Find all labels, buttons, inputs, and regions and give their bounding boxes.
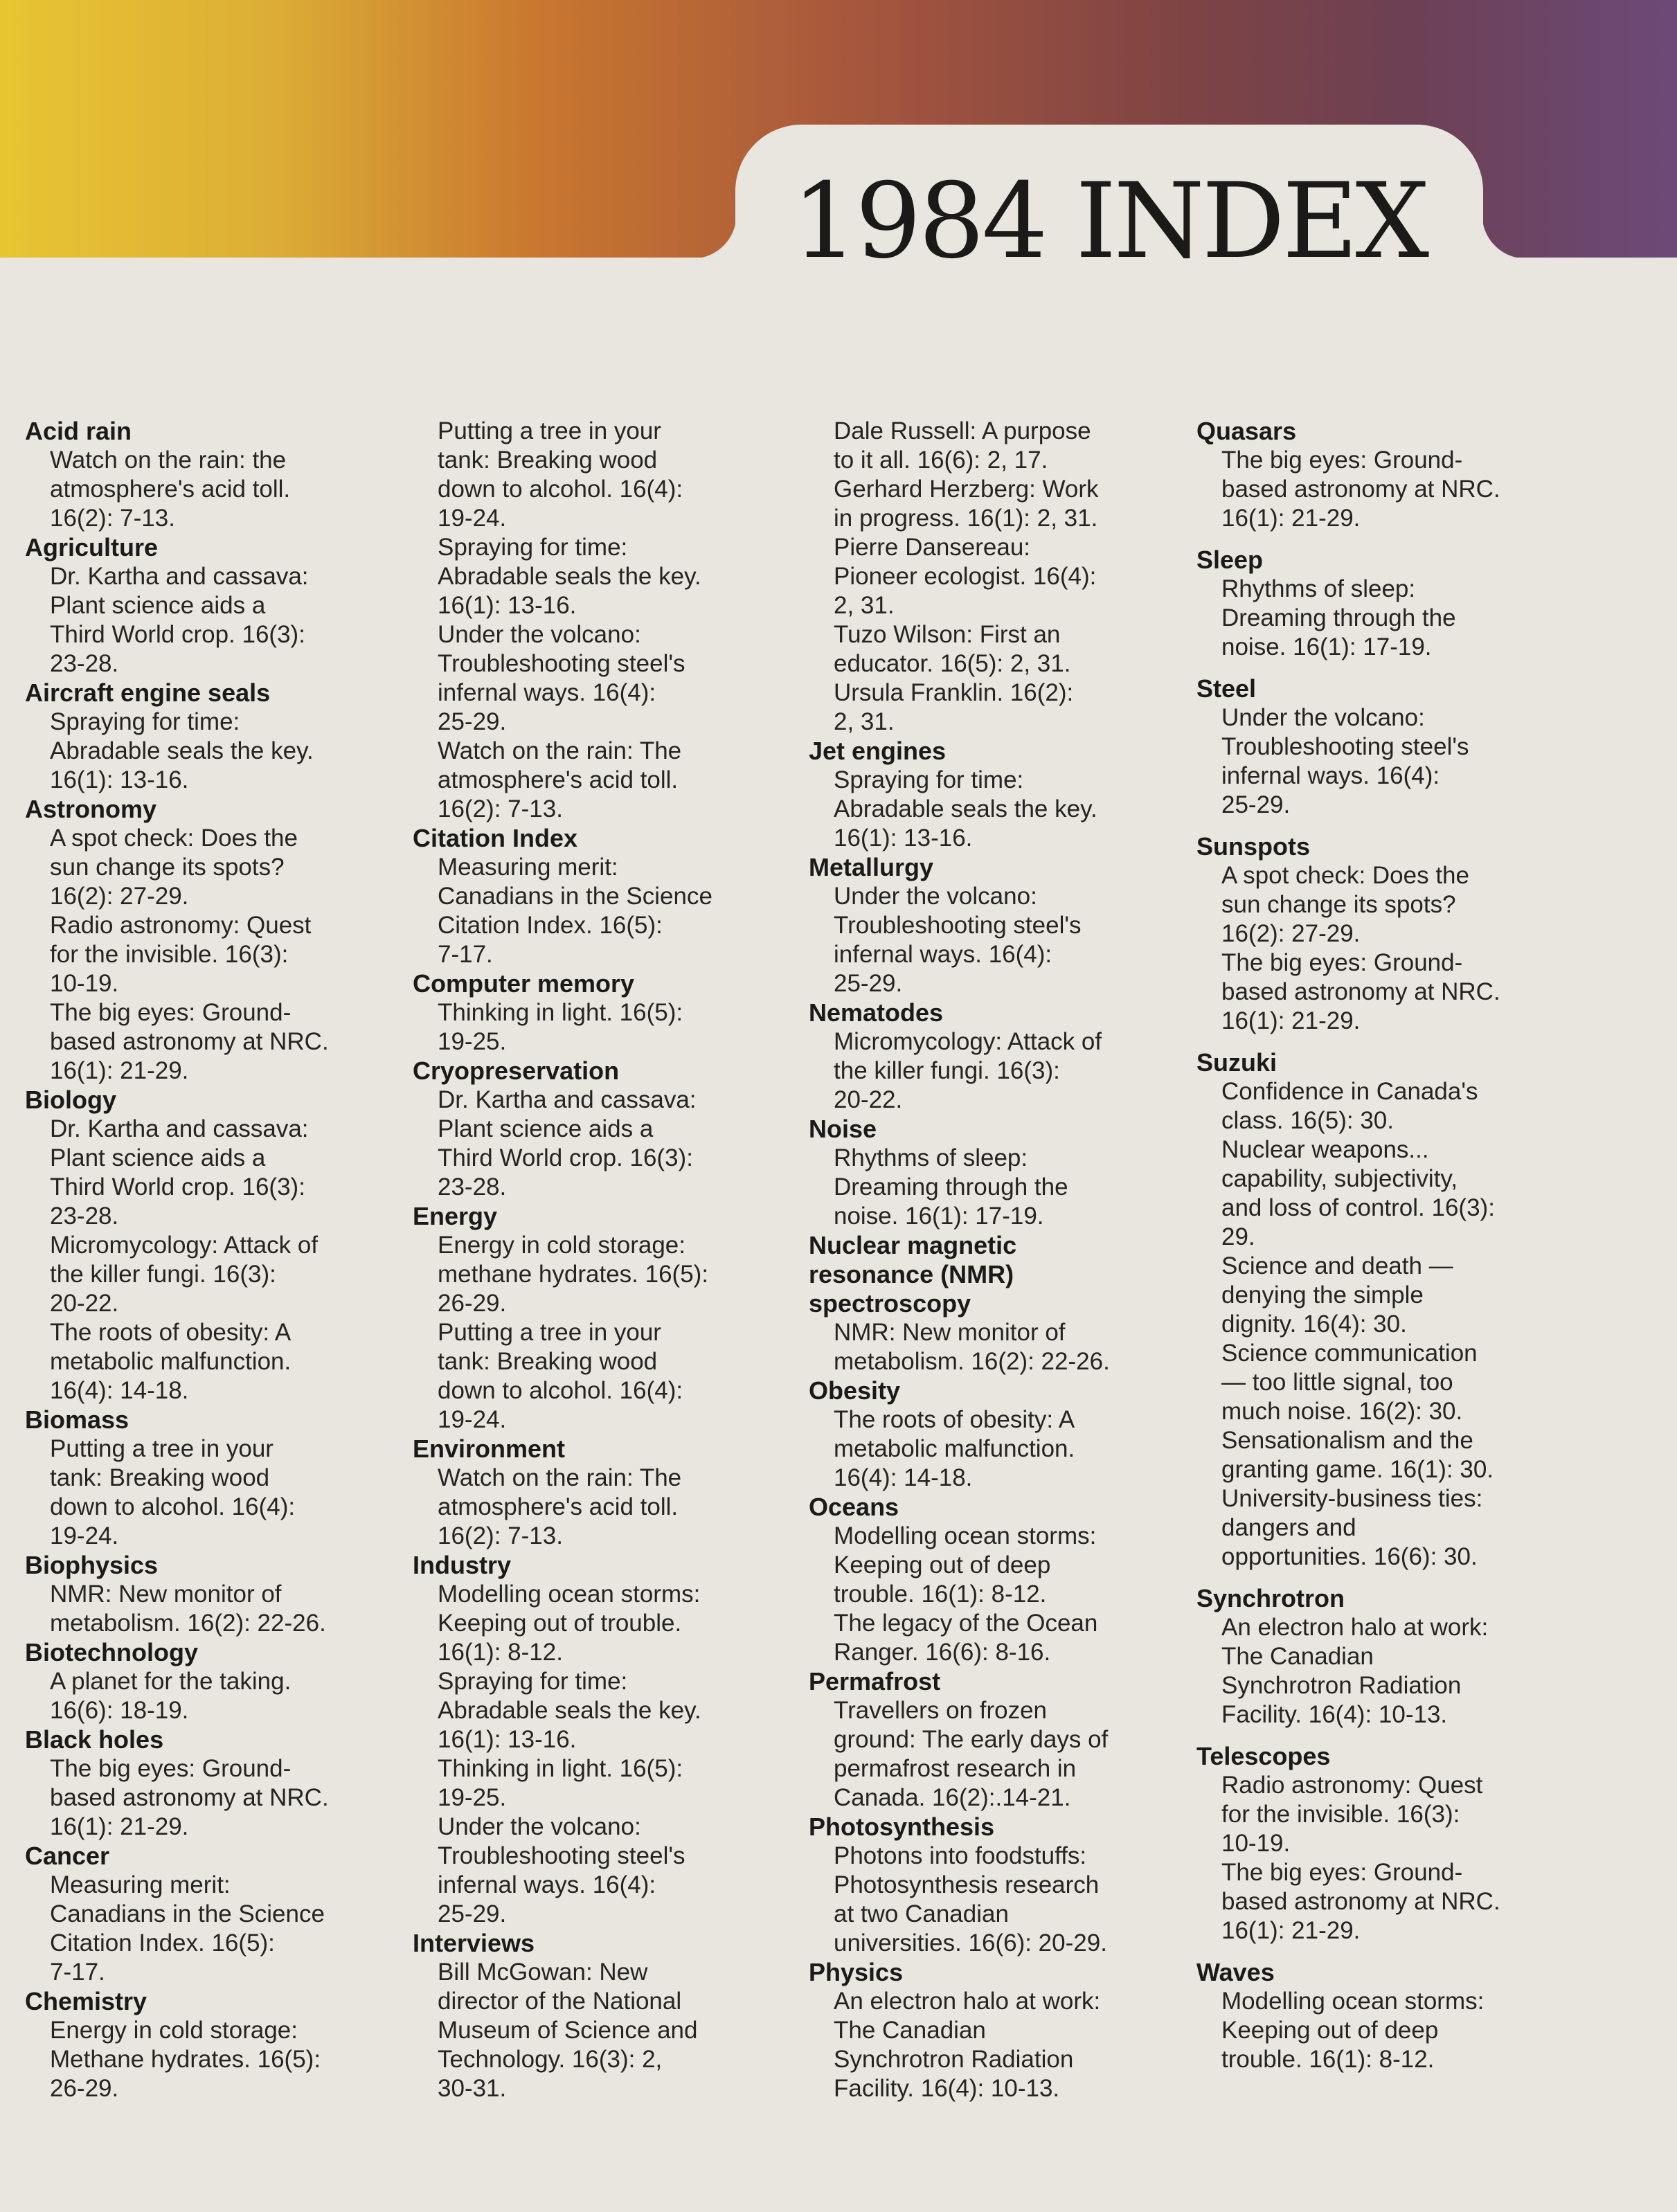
index-reference-line: A planet for the taking. [50, 1668, 292, 1695]
index-reference-line: infernal ways. 16(4): [834, 941, 1052, 968]
index-reference-line: Synchrotron Radiation [834, 2046, 1074, 2073]
index-reference-line: Museum of Science and [438, 2017, 698, 2044]
index-reference-line: educator. 16(5): 2, 31. [834, 650, 1071, 677]
index-reference-line: 25-29. [438, 1900, 507, 1927]
index-reference-line: The Canadian [1221, 1643, 1374, 1670]
index-reference-line: Photosynthesis research [834, 1871, 1100, 1898]
index-reference-line: 16(2): 7-13. [438, 795, 563, 822]
index-heading: Citation Index [413, 824, 578, 852]
index-entry [413, 824, 804, 969]
index-reference-line: Ranger. 16(6): 8-16. [834, 1639, 1051, 1666]
index-reference-line: methane hydrates. 16(5): [438, 1261, 709, 1288]
index-reference-line: metabolism. 16(2): 22-26. [834, 1348, 1110, 1375]
index-reference-line: 25-29. [438, 708, 507, 735]
index-heading: Biophysics [25, 1551, 159, 1579]
index-reference-line: Citation Index. 16(5): [50, 1930, 275, 1957]
index-reference-line: for the invisible. 16(3): [50, 941, 289, 968]
index-entry [809, 1115, 1196, 1231]
index-reference-line: 19-25. [438, 1784, 507, 1811]
index-reference-line: down to alcohol. 16(4): [50, 1493, 296, 1520]
index-reference-line: 19-24. [438, 505, 507, 532]
index-reference-line: Dale Russell: A purpose [834, 417, 1091, 444]
index-reference-line: 16(1): 21-29. [1221, 1917, 1361, 1944]
index-heading: Acid rain [25, 417, 132, 445]
index-heading: Cryopreservation [413, 1056, 620, 1085]
index-reference-line: noise. 16(1): 17-19. [834, 1203, 1044, 1230]
index-reference-line: tank: Breaking wood [438, 447, 658, 474]
index-entry [413, 417, 804, 824]
index-reference-line: Keeping out of trouble. [438, 1610, 682, 1637]
index-heading: Physics [809, 1958, 904, 1986]
tab-left-curve [692, 215, 737, 259]
index-reference-line: infernal ways. 16(4): [1221, 762, 1440, 789]
index-reference-line: An electron halo at work: [1221, 1614, 1489, 1641]
index-reference-line: Spraying for time: [834, 766, 1024, 793]
index-reference-line: based astronomy at NRC. [1221, 978, 1500, 1005]
index-reference-line: based astronomy at NRC. [50, 1784, 329, 1811]
index-reference-line: NMR: New monitor of [834, 1319, 1066, 1346]
index-reference-line: Facility. 16(4): 10-13. [834, 2075, 1060, 2102]
index-reference-line: Third World crop. 16(3): [50, 1174, 305, 1201]
index-reference-line: Micromycology: Attack of [834, 1028, 1102, 1055]
index-entry [1196, 1742, 1584, 1945]
index-reference-line: 2, 31. [834, 592, 895, 619]
index-entry [25, 533, 413, 678]
index-reference-line: much noise. 16(2): 30. [1221, 1398, 1463, 1425]
index-heading: Computer memory [413, 969, 635, 998]
index-reference-line: Dr. Kartha and cassava: [50, 1115, 309, 1142]
index-reference-line: The roots of obesity: A [834, 1406, 1075, 1433]
index-reference-line: Nuclear weapons... [1221, 1136, 1429, 1163]
index-reference-line: Modelling ocean storms: [1221, 1988, 1485, 2015]
index-heading: Sunspots [1196, 832, 1311, 861]
index-reference-line: Modelling ocean storms: [834, 1522, 1097, 1549]
index-entry [809, 1376, 1196, 1493]
index-reference-line: The Canadian [834, 2017, 986, 2044]
index-heading: Biotechnology [25, 1638, 198, 1666]
index-reference-line: Modelling ocean storms: [438, 1581, 701, 1608]
index-reference-line: 16(1): 8-12. [438, 1639, 563, 1666]
index-reference-line: 16(4): 14-18. [50, 1377, 189, 1404]
index-reference-line: ground: The early days of [834, 1726, 1109, 1753]
index-reference-line: Energy in cold storage: [438, 1232, 685, 1259]
index-reference-line: dignity. 16(4): 30. [1221, 1311, 1407, 1338]
index-reference-line: down to alcohol. 16(4): [438, 1377, 683, 1404]
index-reference-line: to it all. 16(6): 2, 17. [834, 447, 1048, 474]
index-reference-line: Confidence in Canada's [1221, 1078, 1478, 1105]
index-reference-line: 10-19. [1221, 1830, 1291, 1857]
index-reference-line: 7-17. [50, 1959, 105, 1986]
index-reference-line: Under the volcano: [1221, 704, 1425, 731]
index-reference-line: infernal ways. 16(4): [438, 679, 656, 706]
index-column-4 [1196, 417, 1584, 2074]
page-title: 1984 INDEX [791, 161, 1427, 282]
index-heading: Metallurgy [809, 853, 934, 881]
index-reference-line: Methane hydrates. 16(5): [50, 2046, 321, 2073]
index-reference-line: The big eyes: Ground- [50, 1755, 292, 1782]
index-reference-line: 16(1): 21-29. [50, 1813, 189, 1840]
index-reference-line: Troubleshooting steel's [438, 1842, 685, 1869]
index-heading-line: resonance (NMR) [809, 1260, 1014, 1288]
index-reference-line: the killer fungi. 16(3): [834, 1057, 1060, 1084]
index-reference-line: Third World crop. 16(3): [438, 1144, 693, 1171]
index-reference-line: 16(1): 21-29. [1221, 505, 1361, 532]
index-entry [809, 1813, 1196, 1958]
index-reference-line: Troubleshooting steel's [438, 650, 685, 677]
index-reference-line: A spot check: Does the [1221, 862, 1469, 889]
index-heading: Obesity [809, 1376, 901, 1405]
index-reference-line: Third World crop. 16(3): [50, 621, 305, 648]
index-reference-line: 23-28. [50, 1203, 119, 1230]
index-reference-line: Micromycology: Attack of [50, 1232, 319, 1259]
index-reference-line: metabolic malfunction. [834, 1435, 1075, 1462]
index-reference-line: denying the simple [1221, 1282, 1424, 1309]
index-reference-line: Watch on the rain: The [438, 1464, 682, 1491]
index-reference-line: based astronomy at NRC. [1221, 1888, 1500, 1915]
index-reference-line: Gerhard Herzberg: Work [834, 476, 1099, 503]
index-entry [413, 1056, 804, 1202]
index-reference-line: Keeping out of deep [834, 1552, 1051, 1579]
index-reference-line: permafrost research in [834, 1755, 1077, 1782]
index-column-1 [25, 417, 413, 2103]
index-reference-line: the killer fungi. 16(3): [50, 1261, 276, 1288]
index-reference-line: The big eyes: Ground- [1221, 949, 1463, 976]
index-reference-line: Dr. Kartha and cassava: [438, 1086, 697, 1113]
index-reference-line: Ursula Franklin. 16(2): [834, 679, 1074, 706]
index-heading: Photosynthesis [809, 1813, 995, 1841]
index-reference-line: based astronomy at NRC. [1221, 476, 1500, 503]
index-entry [809, 1493, 1196, 1667]
index-reference-line: Science communication [1221, 1340, 1478, 1367]
index-reference-line: Rhythms of sleep: [1221, 575, 1416, 602]
index-entry [25, 1086, 413, 1405]
index-entry [1196, 832, 1584, 1036]
tab-right-curve [1482, 215, 1526, 259]
index-heading: Astronomy [25, 795, 157, 823]
index-heading: Aircraft engine seals [25, 678, 271, 707]
index-reference-line: 19-25. [438, 1028, 507, 1055]
index-reference-line: The big eyes: Ground- [1221, 1859, 1463, 1886]
index-reference-line: 16(2): 27-29. [50, 883, 189, 910]
index-reference-line: Spraying for time: [438, 534, 628, 561]
index-entry [413, 1202, 804, 1435]
index-column-2 [413, 417, 804, 2103]
index-heading: Energy [413, 1202, 498, 1230]
index-reference-line: Abradable seals the key. [834, 795, 1097, 822]
index-reference-line: The big eyes: Ground- [50, 999, 292, 1026]
index-reference-line: Science and death — [1221, 1252, 1453, 1279]
index-reference-line: NMR: New monitor of [50, 1581, 282, 1608]
index-reference-line: Pioneer ecologist. 16(4): [834, 563, 1097, 590]
index-reference-line: Under the volcano: [438, 1813, 641, 1840]
index-reference-line: The legacy of the Ocean [834, 1610, 1098, 1637]
index-reference-line: Watch on the rain: the [50, 447, 287, 474]
index-reference-line: 7-17. [438, 941, 493, 968]
index-entry [1196, 1958, 1584, 2074]
index-reference-line: Radio astronomy: Quest [50, 912, 312, 939]
index-reference-line: Dreaming through the [1221, 604, 1456, 631]
index-reference-line: and loss of control. 16(3): [1221, 1194, 1495, 1221]
index-reference-line: University-business ties: [1221, 1485, 1483, 1512]
index-reference-line: Synchrotron Radiation [1221, 1672, 1462, 1699]
index-reference-line: for the invisible. 16(3): [1221, 1801, 1460, 1828]
index-reference-line: 25-29. [1221, 791, 1291, 818]
index-heading: Agriculture [25, 533, 159, 561]
index-entry [25, 1638, 413, 1725]
index-heading: Interviews [413, 1929, 535, 1957]
index-entry [25, 1987, 413, 2103]
index-heading: Permafrost [809, 1667, 941, 1696]
index-reference-line: 16(1): 21-29. [50, 1057, 189, 1084]
index-reference-line: An electron halo at work: [834, 1988, 1101, 2015]
index-entry [25, 1551, 413, 1638]
index-reference-line: Pierre Dansereau: [834, 534, 1031, 561]
index-reference-line: Facility. 16(4): 10-13. [1221, 1701, 1448, 1728]
index-reference-line: Tuzo Wilson: First an [834, 621, 1061, 648]
index-reference-line: tank: Breaking wood [50, 1464, 270, 1491]
index-entry [1196, 417, 1584, 533]
index-reference-line: Thinking in light. 16(5): [438, 999, 683, 1026]
index-reference-line: Plant science aids a [50, 592, 266, 619]
index-reference-line: The roots of obesity: A [50, 1319, 292, 1346]
index-entry [809, 737, 1196, 853]
index-entry [25, 1405, 413, 1551]
index-reference-line: Radio astronomy: Quest [1221, 1772, 1483, 1799]
index-heading: Telescopes [1196, 1742, 1331, 1770]
index-reference-line: capability, subjectivity, [1221, 1165, 1458, 1192]
index-reference-line: infernal ways. 16(4): [438, 1871, 656, 1898]
index-reference-line: Plant science aids a [438, 1115, 654, 1142]
index-entry [25, 678, 413, 795]
index-heading: Waves [1196, 1958, 1275, 1986]
index-entry [1196, 1048, 1584, 1572]
index-heading: Oceans [809, 1493, 899, 1521]
index-reference-line: Measuring merit: [50, 1871, 231, 1898]
index-reference-line: A spot check: Does the [50, 825, 298, 852]
index-reference-line: 19-24. [50, 1522, 119, 1549]
index-reference-line: 10-19. [50, 970, 119, 997]
index-entry [809, 417, 1196, 737]
index-reference-line: Plant science aids a [50, 1144, 266, 1171]
index-entry [25, 417, 413, 533]
index-entry [413, 1929, 804, 2103]
index-reference-line: Under the volcano: [834, 883, 1037, 910]
index-reference-line: trouble. 16(1): 8-12. [834, 1581, 1047, 1608]
index-reference-line: 16(1): 13-16. [438, 1726, 577, 1753]
index-reference-line: class. 16(5): 30. [1221, 1107, 1394, 1134]
index-heading: Chemistry [25, 1987, 147, 2015]
index-reference-line: 26-29. [438, 1290, 507, 1317]
index-reference-line: in progress. 16(1): 2, 31. [834, 505, 1098, 532]
index-reference-line: Troubleshooting steel's [834, 912, 1082, 939]
index-entry [25, 1725, 413, 1842]
index-entry [1196, 1584, 1584, 1729]
index-reference-line: 16(1): 13-16. [834, 825, 973, 852]
index-reference-line: Abradable seals the key. [438, 1697, 701, 1724]
index-reference-line: 2, 31. [834, 708, 895, 735]
index-reference-line: Spraying for time: [438, 1668, 628, 1695]
index-heading: Biomass [25, 1405, 129, 1434]
index-reference-line: director of the National [438, 1988, 682, 2015]
index-reference-line: Travellers on frozen [834, 1697, 1047, 1724]
index-reference-line: Dr. Kartha and cassava: [50, 563, 309, 590]
index-reference-line: dangers and [1221, 1514, 1356, 1541]
index-reference-line: Keeping out of deep [1221, 2017, 1439, 2044]
index-heading: Nematodes [809, 998, 944, 1027]
index-reference-line: Putting a tree in your [50, 1435, 273, 1462]
index-reference-line: 16(6): 18-19. [50, 1697, 189, 1724]
index-entry [809, 998, 1196, 1115]
index-heading: Synchrotron [1196, 1584, 1345, 1612]
index-entry [1196, 546, 1584, 662]
index-reference-line: based astronomy at NRC. [50, 1028, 329, 1055]
index-entry [809, 1231, 1196, 1376]
index-entry [1196, 674, 1584, 820]
index-entry [809, 1958, 1196, 2103]
index-reference-line: Photons into foodstuffs: [834, 1842, 1087, 1869]
index-reference-line: trouble. 16(1): 8-12. [1221, 2046, 1435, 2073]
index-reference-line: noise. 16(1): 17-19. [1221, 633, 1432, 660]
index-reference-line: metabolism. 16(2): 22-26. [50, 1610, 326, 1637]
index-reference-line: down to alcohol. 16(4): [438, 476, 683, 503]
index-reference-line: 29. [1221, 1223, 1255, 1250]
index-reference-line: Rhythms of sleep: [834, 1144, 1028, 1171]
index-reference-line: Abradable seals the key. [438, 563, 701, 590]
index-reference-line: sun change its spots? [1221, 891, 1456, 918]
index-reference-line: 16(2): 27-29. [1221, 920, 1361, 947]
index-reference-line: granting game. 16(1): 30. [1221, 1456, 1494, 1483]
index-reference-line: 16(1): 13-16. [50, 766, 189, 793]
index-reference-line: Thinking in light. 16(5): [438, 1755, 683, 1782]
index-reference-line: Measuring merit: [438, 854, 618, 881]
index-heading-line: spectroscopy [809, 1289, 971, 1318]
index-heading: Industry [413, 1551, 512, 1579]
index-reference-line: Canadians in the Science [438, 883, 712, 910]
index-reference-line: Canada. 16(2):.14-21. [834, 1784, 1071, 1811]
index-reference-line: 16(2): 7-13. [50, 505, 175, 532]
index-reference-line: Putting a tree in your [438, 417, 661, 444]
index-reference-line: Abradable seals the key. [50, 737, 314, 764]
index-reference-line: atmosphere's acid toll. [50, 476, 291, 503]
index-heading: Jet engines [809, 737, 947, 765]
index-reference-line: Technology. 16(3): 2, [438, 2046, 663, 2073]
index-reference-line: sun change its spots? [50, 854, 285, 881]
index-reference-line: Watch on the rain: The [438, 737, 682, 764]
index-heading: Cancer [25, 1842, 110, 1870]
index-heading: Steel [1196, 674, 1257, 703]
index-heading: Black holes [25, 1725, 164, 1754]
index-reference-line: 20-22. [834, 1086, 903, 1113]
index-reference-line: Citation Index. 16(5): [438, 912, 663, 939]
index-reference-line: 26-29. [50, 2075, 119, 2102]
index-reference-line: Dreaming through the [834, 1174, 1068, 1201]
index-reference-line: 25-29. [834, 970, 903, 997]
index-reference-line: 20-22. [50, 1290, 119, 1317]
index-reference-line: 16(1): 21-29. [1221, 1007, 1361, 1034]
index-heading [809, 1231, 1196, 1318]
index-heading: Sleep [1196, 546, 1264, 574]
index-reference-line: 19-24. [438, 1406, 507, 1433]
index-entry [413, 1551, 804, 1929]
index-reference-line: metabolic malfunction. [50, 1348, 292, 1375]
index-reference-line: Troubleshooting steel's [1221, 733, 1469, 760]
index-reference-line: 16(2): 7-13. [438, 1522, 563, 1549]
index-heading: Suzuki [1196, 1048, 1277, 1077]
index-reference-line: atmosphere's acid toll. [438, 766, 679, 793]
index-reference-line: 23-28. [438, 1174, 507, 1201]
index-reference-line: universities. 16(6): 20-29. [834, 1930, 1107, 1957]
index-entry [413, 969, 804, 1056]
index-reference-line: — too little signal, too [1221, 1369, 1453, 1396]
index-entry [25, 795, 413, 1086]
index-entry [25, 1842, 413, 1987]
index-reference-line: Putting a tree in your [438, 1319, 661, 1346]
index-reference-line: Energy in cold storage: [50, 2017, 298, 2044]
index-reference-line: Spraying for time: [50, 708, 240, 735]
index-heading: Noise [809, 1115, 877, 1143]
index-reference-line: 30-31. [438, 2075, 507, 2102]
index-heading: Environment [413, 1435, 566, 1463]
index-entry [413, 1435, 804, 1551]
index-reference-line: opportunities. 16(6): 30. [1221, 1543, 1478, 1570]
index-reference-line: 16(4): 14-18. [834, 1464, 973, 1491]
index-column-3 [809, 417, 1196, 2103]
index-entry [809, 853, 1196, 998]
index-heading: Quasars [1196, 417, 1297, 445]
index-reference-line: atmosphere's acid toll. [438, 1493, 679, 1520]
index-reference-line: Canadians in the Science [50, 1900, 325, 1927]
index-heading-line: Nuclear magnetic [809, 1231, 1017, 1259]
index-reference-line: 16(1): 13-16. [438, 592, 577, 619]
index-reference-line: Under the volcano: [438, 621, 641, 648]
index-reference-line: Sensationalism and the [1221, 1427, 1473, 1454]
index-reference-line: The big eyes: Ground- [1221, 447, 1463, 474]
index-reference-line: tank: Breaking wood [438, 1348, 658, 1375]
index-reference-line: Bill McGowan: New [438, 1959, 648, 1986]
index-heading: Biology [25, 1086, 116, 1114]
index-entry [809, 1667, 1196, 1813]
index-reference-line: at two Canadian [834, 1900, 1009, 1927]
index-reference-line: 23-28. [50, 650, 119, 677]
